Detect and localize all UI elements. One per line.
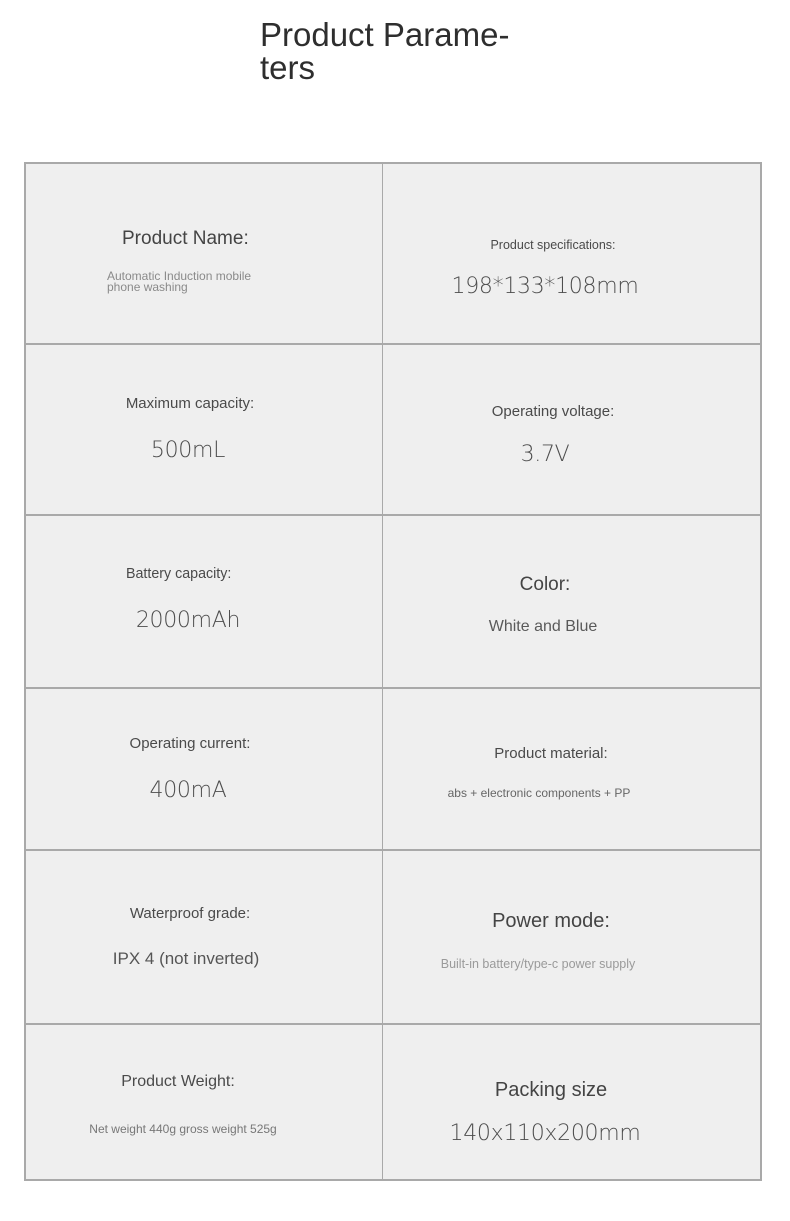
page-title-line-1: Product Parame- [260, 16, 510, 53]
parameter-cell-product-specifications [383, 164, 760, 343]
parameter-cell-operating-current [26, 689, 383, 849]
parameter-label: Power mode: [492, 910, 610, 932]
parameter-value: 198*133*108mm [451, 274, 639, 299]
parameter-label: Operating voltage: [491, 403, 615, 420]
parameter-cell-color [383, 516, 760, 687]
parameter-cell-product-name [26, 164, 383, 343]
parameter-cell-maximum-capacity [26, 345, 383, 514]
parameter-value: IPX 4 (not inverted) [112, 949, 260, 968]
parameter-value: Built-in battery/type-c power supply [440, 957, 636, 971]
parameter-cell-operating-voltage [383, 345, 760, 514]
parameter-label: Product specifications: [490, 238, 616, 252]
parameters-row [26, 164, 760, 345]
parameters-table [24, 162, 762, 1181]
parameter-label: Maximum capacity: [125, 395, 255, 412]
page-title [260, 18, 530, 84]
parameter-cell-product-weight [26, 1025, 383, 1181]
parameter-label: Color: [519, 574, 571, 595]
parameter-label: Packing size [494, 1079, 608, 1101]
parameter-value: White and Blue [488, 618, 598, 635]
parameter-label: Waterproof grade: [129, 905, 251, 922]
parameter-value: Automatic Induction mobile phone washing [107, 269, 252, 294]
page-title-line-2: ters [260, 49, 316, 86]
parameter-value: 2000mAh [135, 608, 241, 633]
parameter-value: 3.7V [520, 442, 570, 467]
parameter-label: Battery capacity: [126, 565, 232, 582]
parameters-row [26, 689, 760, 851]
parameter-cell-battery-capacity [26, 516, 383, 687]
parameter-value: 500mL [150, 438, 226, 463]
parameters-row [26, 516, 760, 689]
parameters-row [26, 1025, 760, 1181]
parameter-value: 400mA [149, 778, 227, 803]
parameter-value: abs + electronic components + PP [447, 786, 631, 800]
parameter-value: Net weight 440g gross weight 525g [89, 1122, 277, 1136]
parameters-row [26, 851, 760, 1025]
parameter-label: Operating current: [129, 735, 251, 752]
parameter-cell-packing-size [383, 1025, 760, 1181]
parameter-cell-power-mode [383, 851, 760, 1023]
parameter-value: 140x110x200mm [449, 1121, 641, 1146]
parameter-label: Product Name: [122, 228, 249, 249]
parameter-cell-waterproof-grade [26, 851, 383, 1023]
parameters-row [26, 345, 760, 516]
parameter-label: Product Weight: [121, 1073, 235, 1090]
parameter-cell-product-material [383, 689, 760, 849]
parameter-label: Product material: [494, 745, 608, 762]
